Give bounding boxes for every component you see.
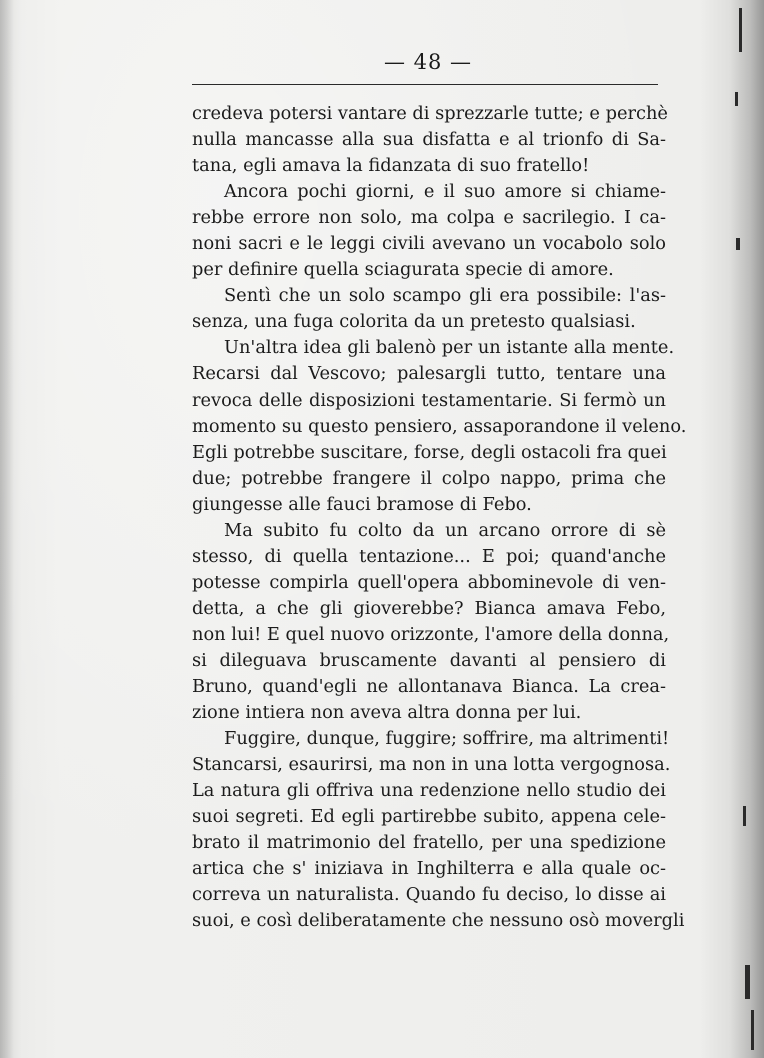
text-line: per definire quella sciagurata specie di amore. [192, 259, 614, 281]
text-line: Bruno, quand'egli ne allontanava Bianca. La crea- [192, 676, 666, 698]
edge-speck [751, 1010, 754, 1050]
text-line: Ancora pochi giorni, e il suo amore si chiame- [224, 181, 666, 203]
text-line: senza, una fuga colorita da un pretesto qualsiasi. [192, 311, 636, 333]
text-line: tana, egli amava la fidanzata di suo fratello! [192, 155, 590, 177]
edge-speck [736, 238, 740, 250]
text-line: giungesse alle fauci bramose di Febo. [192, 493, 532, 515]
text-line: revoca delle disposizioni testamentarie. Si fermò un [192, 389, 666, 411]
text-line: brato il matrimonio del fratello, per una spedizione [192, 832, 666, 854]
text-line: La natura gli offriva una redenzione nello studio dei [192, 780, 666, 802]
text-line: due; potrebbe frangere il colpo nappo, prima che [192, 467, 666, 489]
text-line: non lui! E quel nuovo orizzonte, l'amore della donna, [192, 623, 670, 645]
text-line: nulla mancasse alla sua disfatta e al trionfo di Sa- [192, 129, 666, 151]
gutter-shadow [0, 0, 14, 1058]
page-number: — 48 — [383, 50, 473, 74]
text-line: Egli potrebbe suscitare, forse, degli ostacoli fra quei [192, 441, 667, 463]
page-edge-shadow [730, 0, 764, 1058]
text-line: stesso, di quella tentazione... E poi; quand'anche [192, 545, 666, 567]
text-line: Recarsi dal Vescovo; palesargli tutto, tentare una [192, 363, 666, 385]
text-line: Sentì che un solo scampo gli era possibile: l'as- [224, 285, 666, 307]
text-line: si dileguava bruscamente davanti al pensiero di [192, 649, 666, 671]
text-line: detta, a che gli gioverebbe? Bianca amava Febo, [192, 597, 666, 619]
text-line: artica che s' iniziava in Inghilterra e alla quale oc- [192, 858, 666, 880]
text-line: Ma subito fu colto da un arcano orrore di sè [224, 519, 666, 541]
text-line: zione intiera non aveva altra donna per lui. [192, 702, 582, 724]
edge-speck [743, 806, 746, 826]
edge-speck [735, 92, 738, 106]
text-line: suoi segreti. Ed egli partirebbe subito, appena cele- [192, 806, 666, 828]
text-line: Un'altra idea gli balenò per un istante alla mente. [224, 337, 675, 359]
edge-speck [739, 8, 742, 52]
text-line: Stancarsi, esaurirsi, ma non in una lotta vergognosa. [192, 754, 671, 776]
text-line: potesse compirla quell'opera abbominevole di ven- [192, 571, 666, 593]
edge-speck [745, 965, 750, 999]
text-line: Fuggire, dunque, fuggire; soffrire, ma altrimenti! [224, 728, 670, 750]
text-line: noni sacri e le leggi civili avevano un vocabolo solo [192, 233, 666, 255]
text-line: suoi, e così deliberatamente che nessuno osò movergli [192, 910, 685, 932]
text-line: credeva potersi vantare di sprezzarle tutte; e perchè [192, 103, 668, 124]
header-rule [192, 84, 658, 85]
text-line: correva un naturalista. Quando fu deciso, lo disse ai [192, 884, 666, 906]
body-text [192, 101, 687, 935]
text-line: momento su questo pensiero, assaporandone il veleno. [192, 415, 687, 437]
text-line: rebbe errore non solo, ma colpa e sacrilegio. I ca- [192, 207, 666, 229]
